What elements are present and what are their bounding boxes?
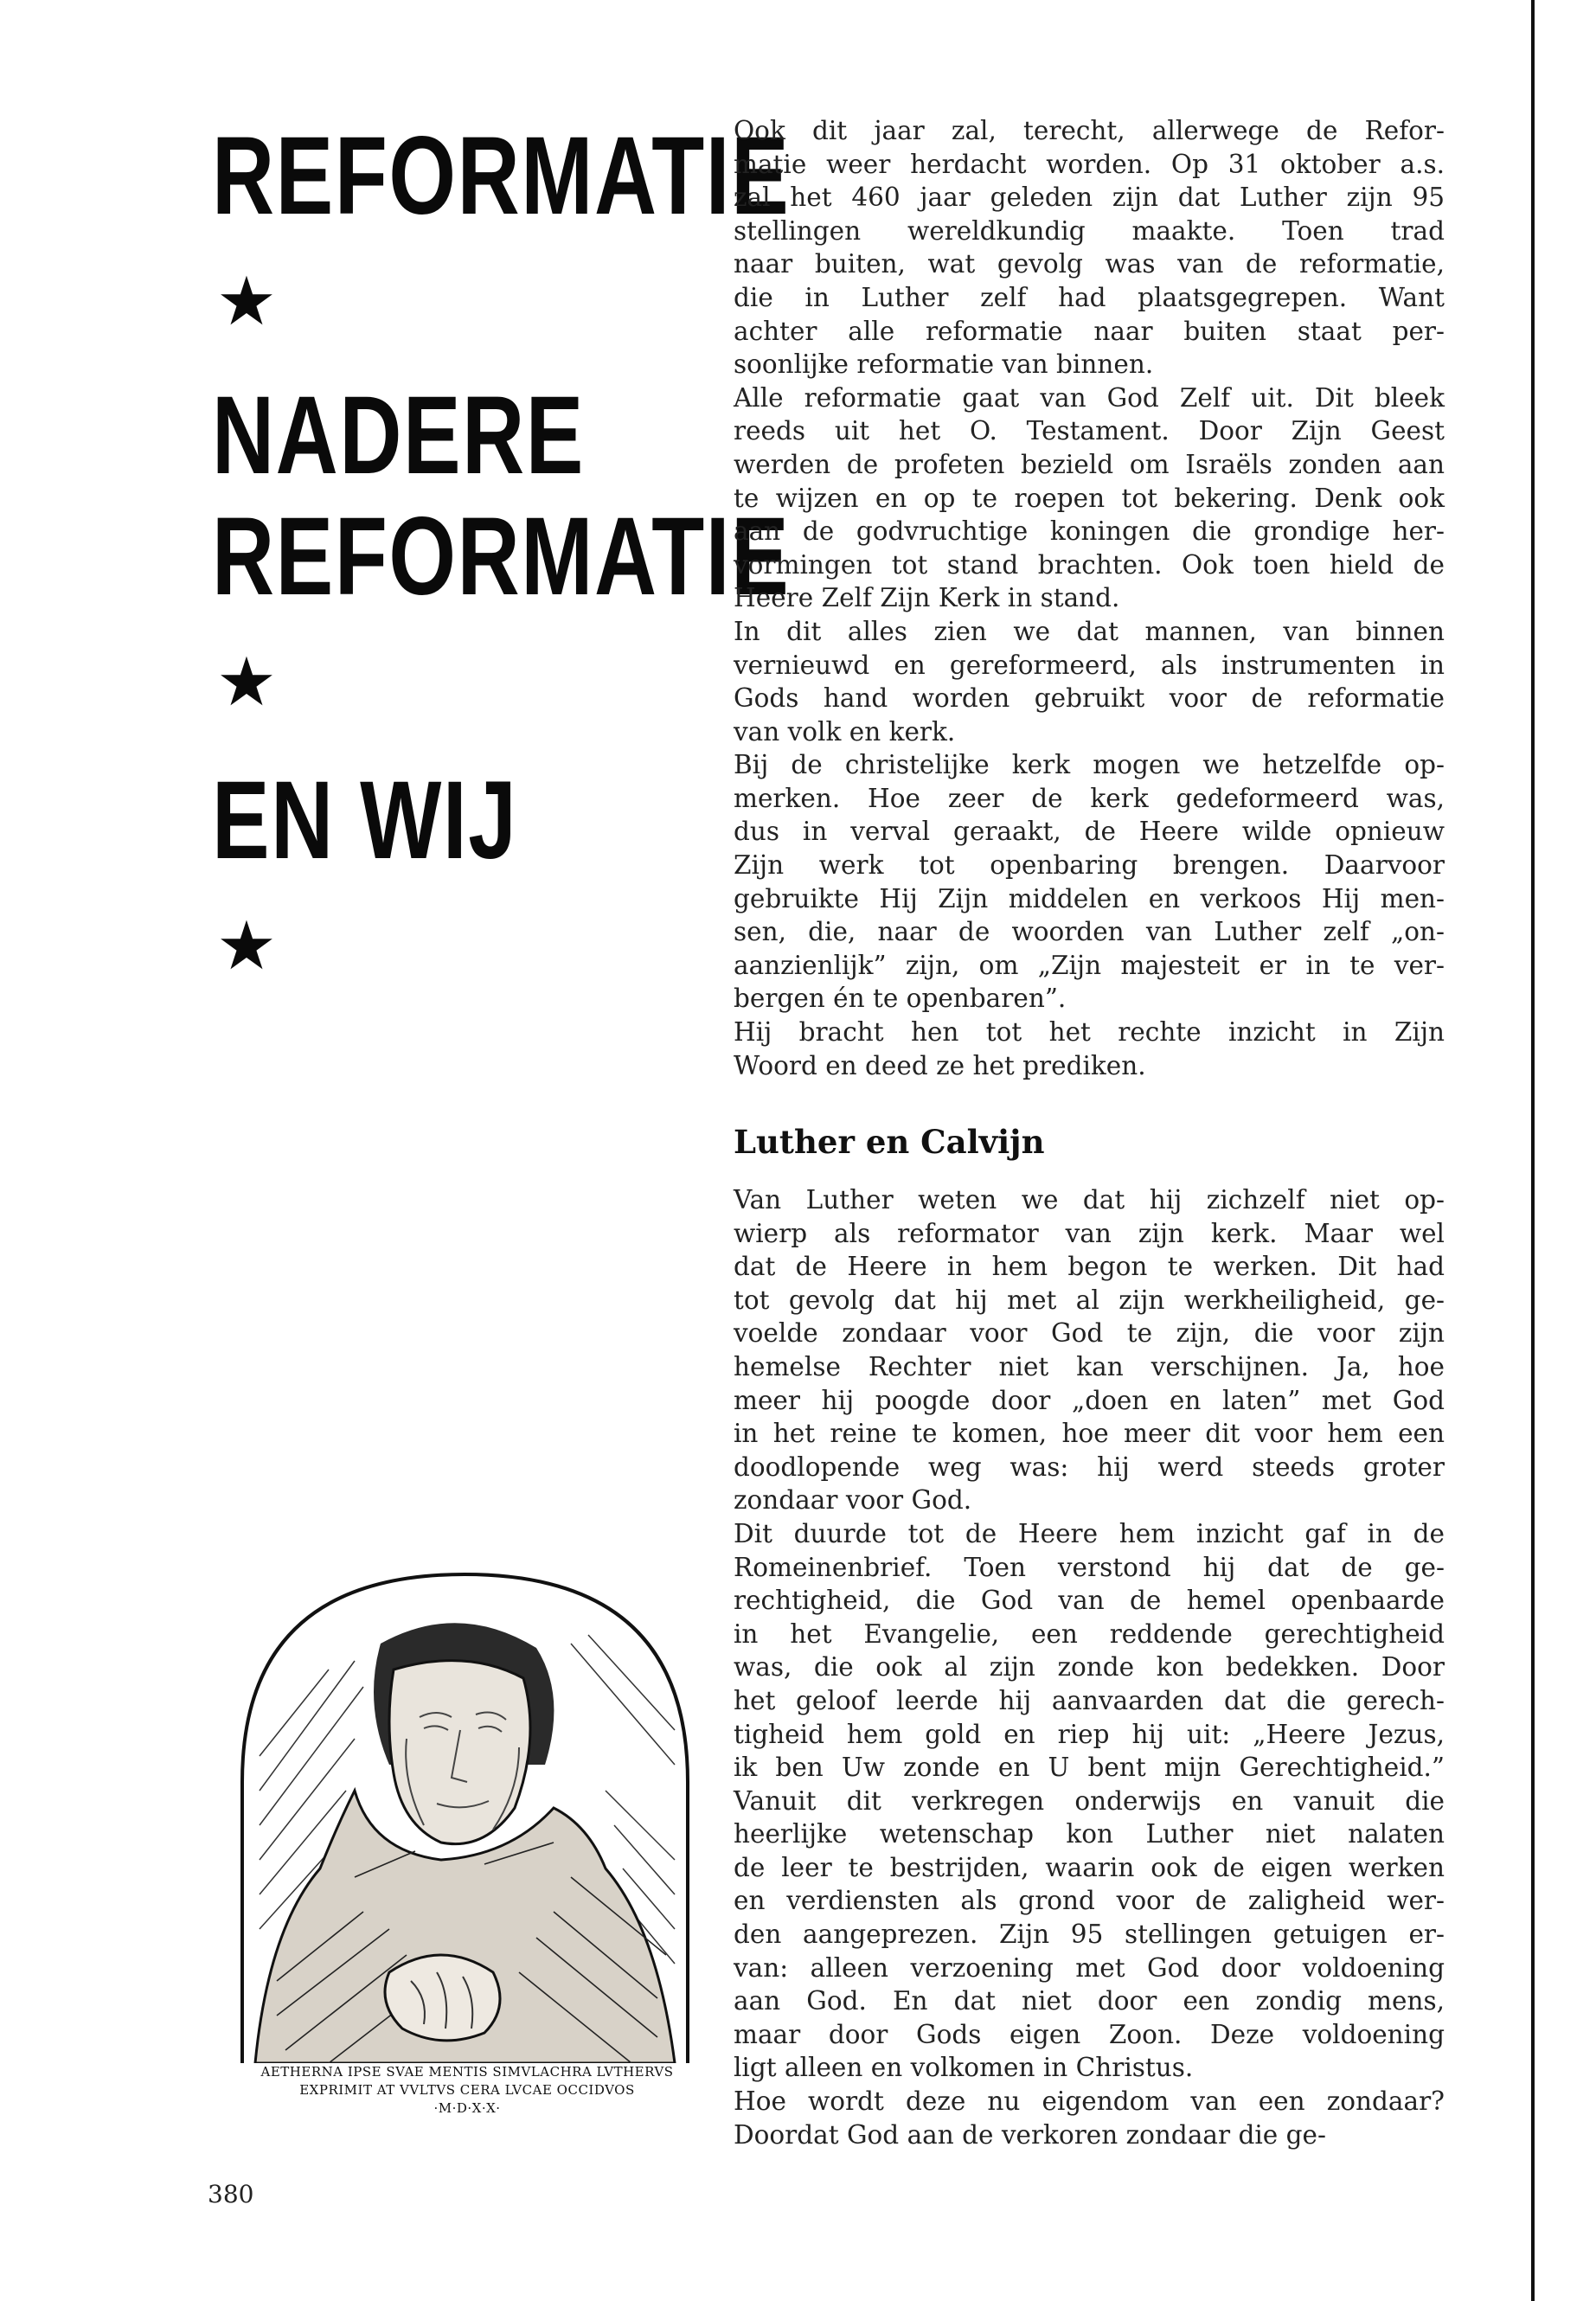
intro-text	[734, 114, 1445, 1082]
paragraph	[734, 1016, 1445, 1082]
text-line: van volk en kerk.	[734, 716, 956, 747]
text-line: en verdiensten als grond voor de zaligheid wer-	[734, 1886, 1445, 1916]
text-line: het geloof leerde hij aanvaarden dat die gerech-	[734, 1685, 1445, 1715]
text-line: achter alle reformatie naar buiten staat per-	[734, 316, 1445, 346]
text-line: Bij de christelijke kerk mogen we hetzelfde op-	[734, 750, 1445, 780]
text-line: werden de profeten bezield om Israëls zonden aan	[734, 449, 1445, 479]
page-number: 380	[208, 2180, 254, 2208]
star-icon: ★	[216, 644, 277, 721]
scan-edge-line	[1531, 0, 1535, 2301]
text-line: vernieuwd en gereformeerd, als instrumenten in	[734, 650, 1445, 680]
text-line: ik ben Uw zonde en U bent mijn Gerechtigheid.”	[734, 1753, 1445, 1783]
text-line: zal het 460 jaar geleden zijn dat Luther zijn 95	[734, 183, 1445, 213]
star-icon: ★	[216, 907, 277, 985]
portrait-caption	[221, 2063, 714, 2118]
paragraph	[734, 2085, 1445, 2151]
text-line: sen, die, naar de woorden van Luther zelf „on-	[734, 917, 1445, 947]
text-line: Alle reformatie gaat van God Zelf uit. Dit bleek	[734, 382, 1445, 413]
text-line: aan de godvruchtige koningen die grondige her-	[734, 516, 1445, 547]
text-line: Doordat God aan de verkoren zondaar die ge-	[734, 2119, 1326, 2150]
text-line: tot gevolg dat hij met al zijn werkheiligheid, ge-	[734, 1285, 1445, 1315]
text-line: soonlijke reformatie van binnen.	[734, 349, 1154, 380]
text-line: stellingen wereldkundig maakte. Toen trad	[734, 215, 1445, 246]
section-heading: Luther en Calvijn	[734, 1123, 1045, 1161]
text-line: Dit duurde tot de Heere hem inzicht gaf in de	[734, 1518, 1445, 1548]
text-line: den aangeprezen. Zijn 95 stellingen getuigen er-	[734, 1920, 1445, 1950]
text-line: heerlijke wetenschap kon Luther niet nalaten	[734, 1819, 1445, 1849]
paragraph	[734, 1517, 1445, 2085]
text-line: hemelse Rechter niet kan verschijnen. Ja, hoe	[734, 1351, 1445, 1381]
text-line: Van Luther weten we dat hij zichzelf niet op-	[734, 1185, 1445, 1215]
text-line: naar buiten, wat gevolg was van de reformatie,	[734, 249, 1445, 279]
text-line: voelde zondaar voor God te zijn, die voor zijn	[734, 1318, 1445, 1349]
star-icon: ★	[216, 263, 277, 341]
text-line: Heere Zelf Zijn Kerk in stand.	[734, 583, 1120, 613]
text-line: van: alleen verzoening met God door voldoening	[734, 1952, 1445, 1983]
text-line: de leer te bestrijden, waarin ook de eigen werken	[734, 1852, 1445, 1882]
text-line: merken. Hoe zeer de kerk gedeformeerd was,	[734, 783, 1445, 813]
text-line: dat de Heere in hem begon te werken. Dit had	[734, 1252, 1445, 1282]
text-line: ligt alleen en volkomen in Christus.	[734, 2053, 1194, 2083]
text-line: Woord en deed ze het prediken.	[734, 1050, 1146, 1080]
text-line: Zijn werk tot openbaring brengen. Daarvoor	[734, 850, 1445, 881]
text-line: meer hij poogde door „doen en laten” met God	[734, 1385, 1445, 1415]
text-line: tigheid hem gold en riep hij uit: „Heere Jezus,	[734, 1719, 1445, 1749]
text-line: die in Luther zelf had plaatsgegrepen. Want	[734, 282, 1445, 312]
text-line: doodlopende weg was: hij werd steeds groter	[734, 1452, 1445, 1482]
text-line: maar door Gods eigen Zoon. Deze voldoening	[734, 2019, 1445, 2049]
text-line: in het reine te komen, hoe meer dit voor hem een	[734, 1419, 1445, 1449]
text-line: rechtigheid, die God van de hemel openbaarde	[734, 1586, 1445, 1616]
title-reformatie-2: REFORMATIE	[212, 495, 791, 619]
text-line: Ook dit jaar zal, terecht, allerwege de Refor-	[734, 116, 1445, 145]
title-en-wij: EN WIJ	[212, 759, 518, 882]
paragraph	[734, 615, 1445, 748]
text-line: dus in verval geraakt, de Heere wilde opnieuw	[734, 817, 1445, 847]
text-line: reeds uit het O. Testament. Door Zijn Geest	[734, 416, 1445, 446]
text-line: In dit alles zien we dat mannen, van binnen	[734, 616, 1445, 646]
text-line: zondaar voor God.	[734, 1485, 972, 1516]
text-line: vormingen tot stand brachten. Ook toen hield de	[734, 549, 1445, 580]
text-line: wierp als reformator van zijn kerk. Maar wel	[734, 1218, 1445, 1248]
caption-line: EXPRIMIT AT VVLTVS CERA LVCAE OCCIDVOS	[299, 2082, 635, 2098]
section-text	[734, 1183, 1445, 2151]
luther-portrait	[225, 1566, 705, 2063]
text-line: Romeinenbrief. Toen verstond hij dat de ge-	[734, 1552, 1445, 1582]
paragraph	[734, 114, 1445, 381]
text-line: in het Evangelie, een reddende gerechtigheid	[734, 1618, 1445, 1649]
title-nadere: NADERE	[212, 374, 585, 497]
text-line: Hij bracht hen tot het rechte inzicht in Zijn	[734, 1017, 1445, 1048]
text-line: aan God. En dat niet door een zondig mens,	[734, 1986, 1445, 2016]
title-reformatie: REFORMATIE	[212, 114, 791, 238]
text-line: Gods hand worden gebruikt voor de reformatie	[734, 683, 1445, 714]
text-line: was, die ook al zijn zonde kon bedekken. Door	[734, 1652, 1445, 1682]
text-line: Vanuit dit verkregen onderwijs en vanuit die	[734, 1785, 1445, 1816]
caption-line: ·M·D·X·X·	[433, 2100, 501, 2116]
text-line: Hoe wordt deze nu eigendom van een zondaar?	[734, 2086, 1445, 2117]
text-line: bergen én te openbaren”.	[734, 984, 1067, 1014]
text-line: te wijzen en op te roepen tot bekering. Denk ook	[734, 483, 1445, 513]
paragraph	[734, 381, 1445, 615]
paragraph	[734, 1183, 1445, 1517]
text-line: aanzienlijk” zijn, om „Zijn majesteit er in te ver-	[734, 950, 1445, 980]
paragraph	[734, 748, 1445, 1016]
caption-line: AETHERNA IPSE SVAE MENTIS SIMVLACHRA LVTHERVS	[260, 2064, 674, 2080]
text-line: matie weer herdacht worden. Op 31 oktober a.s.	[734, 149, 1445, 179]
text-line: gebruikte Hij Zijn middelen en verkoos Hij men-	[734, 883, 1445, 913]
